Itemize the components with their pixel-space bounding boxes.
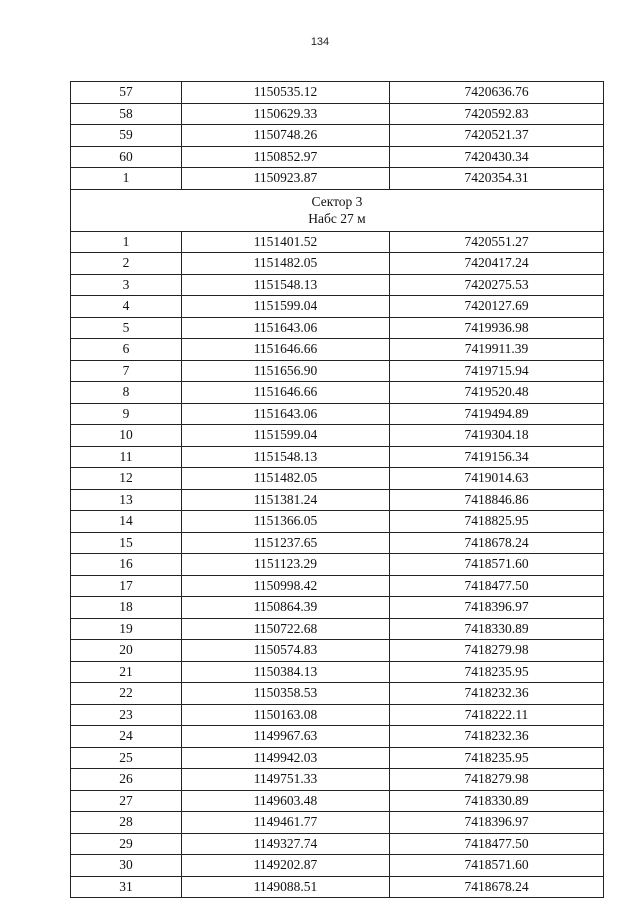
table-row	[71, 274, 604, 296]
point-number-cell: 58	[71, 103, 182, 125]
y-coordinate-cell: 7419156.34	[390, 446, 604, 468]
table-row	[71, 125, 604, 147]
y-coordinate-cell: 7419304.18	[390, 425, 604, 447]
y-coordinate-cell: 7418678.24	[390, 876, 604, 898]
table-row	[71, 489, 604, 511]
point-number-cell: 60	[71, 146, 182, 168]
y-coordinate-cell: 7420592.83	[390, 103, 604, 125]
y-coordinate-cell: 7418232.36	[390, 683, 604, 705]
table-row	[71, 704, 604, 726]
y-coordinate-cell: 7419014.63	[390, 468, 604, 490]
y-coordinate-cell: 7420521.37	[390, 125, 604, 147]
point-number-cell: 27	[71, 790, 182, 812]
point-number-cell: 22	[71, 683, 182, 705]
y-coordinate-cell: 7418477.50	[390, 833, 604, 855]
y-coordinate-cell: 7418235.95	[390, 747, 604, 769]
x-coordinate-cell: 1149202.87	[182, 855, 390, 877]
point-number-cell: 21	[71, 661, 182, 683]
x-coordinate-cell: 1151548.13	[182, 446, 390, 468]
y-coordinate-cell: 7418330.89	[390, 790, 604, 812]
point-number-cell: 19	[71, 618, 182, 640]
y-coordinate-cell: 7418396.97	[390, 597, 604, 619]
point-number-cell: 16	[71, 554, 182, 576]
table-row	[71, 82, 604, 104]
y-coordinate-cell: 7419911.39	[390, 339, 604, 361]
table-row	[71, 876, 604, 898]
table-row	[71, 833, 604, 855]
table-row	[71, 597, 604, 619]
x-coordinate-cell: 1149461.77	[182, 812, 390, 834]
table-row	[71, 726, 604, 748]
y-coordinate-cell: 7418678.24	[390, 532, 604, 554]
y-coordinate-cell: 7418232.36	[390, 726, 604, 748]
x-coordinate-cell: 1149327.74	[182, 833, 390, 855]
table-row	[71, 425, 604, 447]
y-coordinate-cell: 7418396.97	[390, 812, 604, 834]
point-number-cell: 23	[71, 704, 182, 726]
point-number-cell: 20	[71, 640, 182, 662]
y-coordinate-cell: 7420417.24	[390, 253, 604, 275]
point-number-cell: 2	[71, 253, 182, 275]
x-coordinate-cell: 1151482.05	[182, 468, 390, 490]
x-coordinate-cell: 1150923.87	[182, 168, 390, 190]
x-coordinate-cell: 1150629.33	[182, 103, 390, 125]
x-coordinate-cell: 1151599.04	[182, 296, 390, 318]
y-coordinate-cell: 7418222.11	[390, 704, 604, 726]
x-coordinate-cell: 1151548.13	[182, 274, 390, 296]
point-number-cell: 31	[71, 876, 182, 898]
y-coordinate-cell: 7420354.31	[390, 168, 604, 190]
y-coordinate-cell: 7420430.34	[390, 146, 604, 168]
table-row	[71, 317, 604, 339]
x-coordinate-cell: 1151646.66	[182, 382, 390, 404]
x-coordinate-cell: 1150358.53	[182, 683, 390, 705]
point-number-cell: 26	[71, 769, 182, 791]
point-number-cell: 17	[71, 575, 182, 597]
table-row	[71, 231, 604, 253]
y-coordinate-cell: 7418825.95	[390, 511, 604, 533]
point-number-cell: 13	[71, 489, 182, 511]
x-coordinate-cell: 1150852.97	[182, 146, 390, 168]
y-coordinate-cell: 7419715.94	[390, 360, 604, 382]
x-coordinate-cell: 1150535.12	[182, 82, 390, 104]
table-body-bottom	[71, 231, 604, 898]
table-row	[71, 640, 604, 662]
x-coordinate-cell: 1149967.63	[182, 726, 390, 748]
sector-subtitle: Набс 27 м	[308, 211, 366, 226]
table-body-top	[71, 82, 604, 190]
x-coordinate-cell: 1151401.52	[182, 231, 390, 253]
y-coordinate-cell: 7418571.60	[390, 554, 604, 576]
table-row	[71, 511, 604, 533]
x-coordinate-cell: 1150722.68	[182, 618, 390, 640]
table-row	[71, 360, 604, 382]
table-row	[71, 575, 604, 597]
point-number-cell: 5	[71, 317, 182, 339]
point-number-cell: 15	[71, 532, 182, 554]
table-row	[71, 468, 604, 490]
point-number-cell: 3	[71, 274, 182, 296]
x-coordinate-cell: 1151366.05	[182, 511, 390, 533]
y-coordinate-cell: 7419494.89	[390, 403, 604, 425]
table-row	[71, 403, 604, 425]
point-number-cell: 1	[71, 168, 182, 190]
x-coordinate-cell: 1151643.06	[182, 403, 390, 425]
x-coordinate-cell: 1151656.90	[182, 360, 390, 382]
table-row	[71, 296, 604, 318]
y-coordinate-cell: 7418235.95	[390, 661, 604, 683]
table-row	[71, 339, 604, 361]
x-coordinate-cell: 1149751.33	[182, 769, 390, 791]
x-coordinate-cell: 1150384.13	[182, 661, 390, 683]
point-number-cell: 57	[71, 82, 182, 104]
table-row	[71, 769, 604, 791]
y-coordinate-cell: 7419520.48	[390, 382, 604, 404]
x-coordinate-cell: 1151599.04	[182, 425, 390, 447]
point-number-cell: 7	[71, 360, 182, 382]
point-number-cell: 59	[71, 125, 182, 147]
x-coordinate-cell: 1151237.65	[182, 532, 390, 554]
y-coordinate-cell: 7418571.60	[390, 855, 604, 877]
x-coordinate-cell: 1151123.29	[182, 554, 390, 576]
page-number: 134	[310, 36, 330, 48]
point-number-cell: 1	[71, 231, 182, 253]
x-coordinate-cell: 1149603.48	[182, 790, 390, 812]
table-row	[71, 146, 604, 168]
table-row	[71, 446, 604, 468]
x-coordinate-cell: 1150864.39	[182, 597, 390, 619]
y-coordinate-cell: 7420636.76	[390, 82, 604, 104]
x-coordinate-cell: 1149088.51	[182, 876, 390, 898]
table-row	[71, 382, 604, 404]
table-row	[71, 790, 604, 812]
y-coordinate-cell: 7420275.53	[390, 274, 604, 296]
point-number-cell: 11	[71, 446, 182, 468]
table-row	[71, 532, 604, 554]
point-number-cell: 9	[71, 403, 182, 425]
point-number-cell: 18	[71, 597, 182, 619]
table-row	[71, 683, 604, 705]
x-coordinate-cell: 1150574.83	[182, 640, 390, 662]
point-number-cell: 25	[71, 747, 182, 769]
x-coordinate-cell: 1151643.06	[182, 317, 390, 339]
y-coordinate-cell: 7418279.98	[390, 640, 604, 662]
x-coordinate-cell: 1151482.05	[182, 253, 390, 275]
point-number-cell: 6	[71, 339, 182, 361]
table-row	[71, 661, 604, 683]
coordinates-table	[70, 81, 604, 898]
x-coordinate-cell: 1150163.08	[182, 704, 390, 726]
y-coordinate-cell: 7419936.98	[390, 317, 604, 339]
x-coordinate-cell: 1151646.66	[182, 339, 390, 361]
point-number-cell: 8	[71, 382, 182, 404]
point-number-cell: 24	[71, 726, 182, 748]
table-row	[71, 618, 604, 640]
point-number-cell: 10	[71, 425, 182, 447]
table-row	[71, 168, 604, 190]
sector-title: Сектор 3	[311, 194, 363, 209]
y-coordinate-cell: 7418477.50	[390, 575, 604, 597]
sector-header	[71, 189, 604, 231]
y-coordinate-cell: 7418279.98	[390, 769, 604, 791]
y-coordinate-cell: 7420551.27	[390, 231, 604, 253]
table-row	[71, 554, 604, 576]
sector-header-row	[71, 189, 604, 231]
point-number-cell: 4	[71, 296, 182, 318]
y-coordinate-cell: 7418846.86	[390, 489, 604, 511]
x-coordinate-cell: 1149942.03	[182, 747, 390, 769]
table-row	[71, 103, 604, 125]
point-number-cell: 28	[71, 812, 182, 834]
y-coordinate-cell: 7420127.69	[390, 296, 604, 318]
point-number-cell: 14	[71, 511, 182, 533]
table-row	[71, 747, 604, 769]
point-number-cell: 29	[71, 833, 182, 855]
x-coordinate-cell: 1150748.26	[182, 125, 390, 147]
table-row	[71, 812, 604, 834]
y-coordinate-cell: 7418330.89	[390, 618, 604, 640]
point-number-cell: 12	[71, 468, 182, 490]
x-coordinate-cell: 1151381.24	[182, 489, 390, 511]
sector-header-cell	[71, 189, 604, 231]
table-row	[71, 855, 604, 877]
x-coordinate-cell: 1150998.42	[182, 575, 390, 597]
point-number-cell: 30	[71, 855, 182, 877]
table-row	[71, 253, 604, 275]
